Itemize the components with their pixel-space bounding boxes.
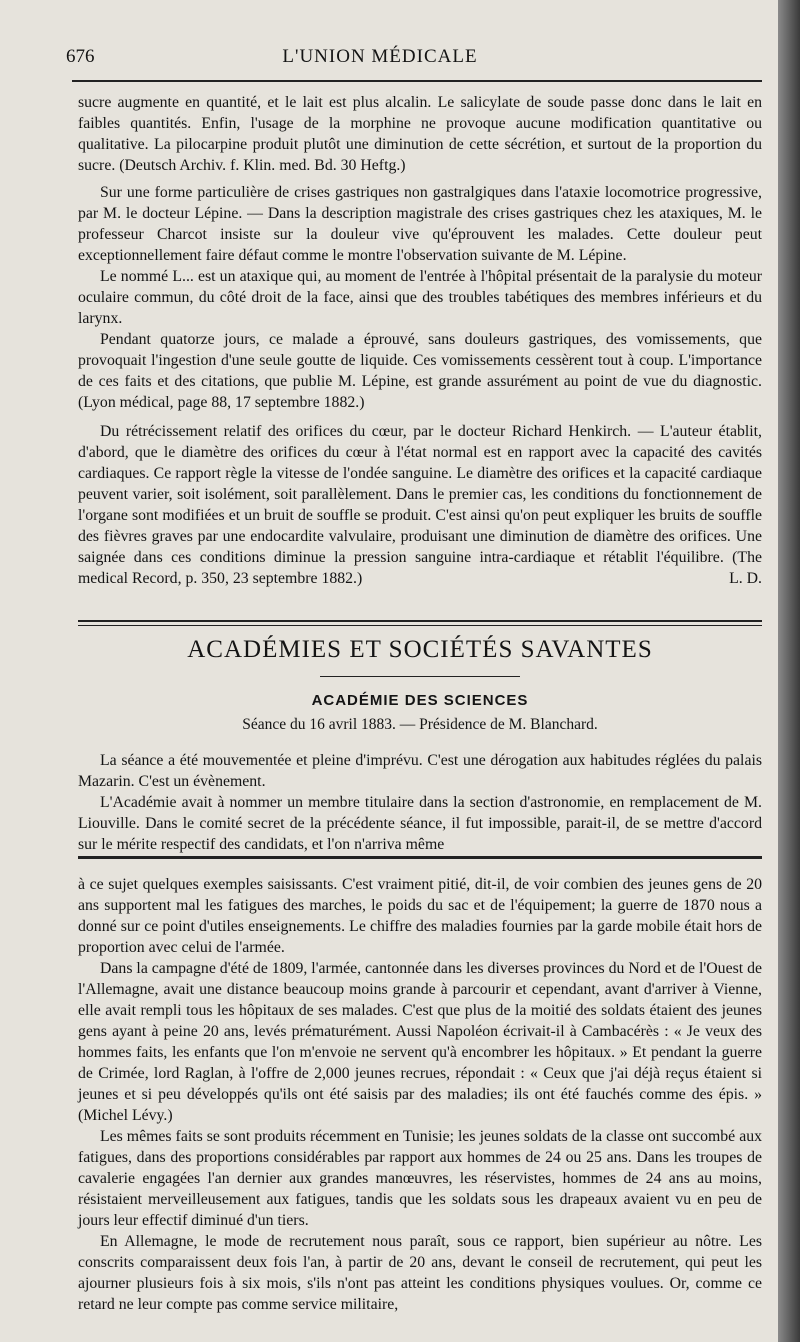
- paragraph-henkirch: Du rétrécissement relatif des orifices du cœur, par le docteur Richard Henkirch. — L'auteur établit, d'abord, que le diamètre des orifices du cœur à l'état normal est en rapport avec la capacité des cavités cardiaques. Ce rapport règle la vitesse de l'ondée sanguine. Le diamètre des orifices et la capacité cardiaque peuvent varier, soit isolément, soit parallèlement. Dans le premier cas, les conditions du fonctionnement de l'organe sont modifiées et un bruit de souffle se produit. C'est ainsi qu'on peut expliquer les bruits de souffle des fièvres graves par une endocardite valvulaire, produisant une diminution de diamètre des orifices. Une saignée dans ces conditions diminue la pression sanguine intra-cardiaque et rétablit l'équilibre. (The medical Record, p. 350, 23 septembre 1882.): [78, 423, 762, 587]
- paragraph-tunisie: Les mêmes faits se sont produits récemment en Tunisie; les jeunes soldats de la classe ont succombé aux fatigues, dans des proportions considérables par rapport aux hommes de 24 ou 25 ans. Dans les troupes de cavalerie engagées l'an dernier aux grandes manœuvres, les réservistes, hommes de 24 ans au moins, résistaient merveilleusement aux fatigues, tandis que les soldats sous les drapeaux avaient vu en peu de jours leur effectif diminué d'un tiers.: [78, 1128, 762, 1229]
- section-rule-top: [78, 620, 762, 626]
- paragraph-campagne-1809: Dans la campagne d'été de 1809, l'armée, cantonnée dans les diverses provinces du Nord et de l'Ouest de l'Allemagne, avait une distance beaucoup moins grande à parcourir et cependant, avant d'arriver à Vienne, elle avait rempli tous les hôpitaux de ses malades. C'est que plus de la moitié des soldats étaient des jeunes gens ayant à peine 20 ans, levés prématurément. Aussi Napoléon écrivait-il à Cambacérès : « Je veux des hommes faits, les enfants que l'on m'envoie ne servent qu'à encombrer les hôpitaux. » Et pendant la guerre de Crimée, lord Raglan, à l'offre de 2,000 jeunes recrues, répondait : « Ceux que j'ai déjà reçus étaient si jeunes et si peu développés qu'ils ont été saisis par des maladies; ils ont été fauchés comme des épis. » (Michel Lévy.): [78, 960, 762, 1124]
- signature: L. D.: [729, 570, 762, 587]
- paragraph-allemagne: En Allemagne, le mode de recrutement nous paraît, sous ce rapport, bien supérieur au nôtre. Les conscrits comparaissent deux fois l'an, à partir de 20 ans, devant le conseil de recrutement, qui peut les ajourner plusieurs fois à six mois, s'ils n'ont pas atteint les conditions physiques voulues. Or, comme ce retard ne leur compte pas comme service militaire,: [78, 1233, 762, 1313]
- review-block: [78, 92, 762, 589]
- section-title-underline: [320, 676, 520, 677]
- journal-title: L'UNION MÉDICALE: [282, 46, 478, 67]
- paragraph-lepine-case: Le nommé L... est un ataxique qui, au moment de l'entrée à l'hôpital présentait de la paralysie du moteur oculaire commun, du côté droit de la face, ainsi que des troubles tabétiques des membres inférieurs et du larynx.: [78, 268, 762, 327]
- session-line: Séance du 16 avril 1883. — Présidence de M. Blanchard.: [242, 716, 598, 733]
- paragraph-lepine-vomiting: Pendant quatorze jours, ce malade a éprouvé, sans douleurs gastriques, des vomissements, que provoquait l'ingestion d'une seule goutte de liquide. Ces vomissements cessèrent tout à coup. L'importance de ces faits et des citations, que publie M. Lépine, est grande assurément au point de vue du diagnostic. (Lyon médical, page 88, 17 septembre 1882.): [78, 331, 762, 411]
- recruitment-block: [78, 874, 762, 1315]
- header-rule: [72, 80, 762, 82]
- page-number: 676: [66, 46, 95, 67]
- paragraph-seance: La séance a été mouvementée et pleine d'imprévu. C'est une dérogation aux habitudes réglées du palais Mazarin. C'est un évènement.: [78, 752, 762, 790]
- paragraph-lactation: sucre augmente en quantité, et le lait est plus alcalin. Le salicylate de soude passe donc dans le lait en faibles quantités. Enfin, l'usage de la morphine ne provoque aucune modification quantitative ou qualitative. La pilocarpine produit plutôt une diminution de cette sécrétion, et surtout de la proportion du sucre. (Deutsch Archiv. f. Klin. med. Bd. 30 Heftg.): [78, 94, 762, 174]
- academy-block: [78, 750, 762, 855]
- column-break-rule: [78, 856, 762, 859]
- academy-subtitle: ACADÉMIE DES SCIENCES: [311, 692, 529, 709]
- paragraph-astronomie: L'Académie avait à nommer un membre titulaire dans la section d'astronomie, en remplacement de M. Liouville. Dans le comité secret de la précédente séance, il fut impossible, parait-il, de se mettre d'accord sur le mérite respectif des candidats, et l'on n'arriva même: [78, 794, 762, 853]
- section-title: ACADÉMIES ET SOCIÉTÉS SAVANTES: [187, 636, 653, 663]
- page-edge-shadow: [778, 0, 800, 1342]
- paragraph-lepine-title: Sur une forme particulière de crises gastriques non gastralgiques dans l'ataxie locomotrice progressive, par M. le docteur Lépine. — Dans la description magistrale des crises gastriques chez les ataxiques, M. le professeur Charcot insiste sur la douleur vive qu'éprouvent les malades. Cette douleur peut exceptionnellement faire défaut comme le montre l'observation suivante de M. Lépine.: [78, 184, 762, 264]
- paragraph-examples: à ce sujet quelques exemples saisissants. C'est vraiment pitié, dit-il, de voir combien des jeunes gens de 20 ans supportent mal les fatigues des marches, le poids du sac et de l'équipement; la guerre de 1870 nous a donné sur ce point d'utiles enseignements. Le chiffre des maladies fournies par la garde mobile était hors de proportion avec celui de l'armée.: [78, 876, 762, 956]
